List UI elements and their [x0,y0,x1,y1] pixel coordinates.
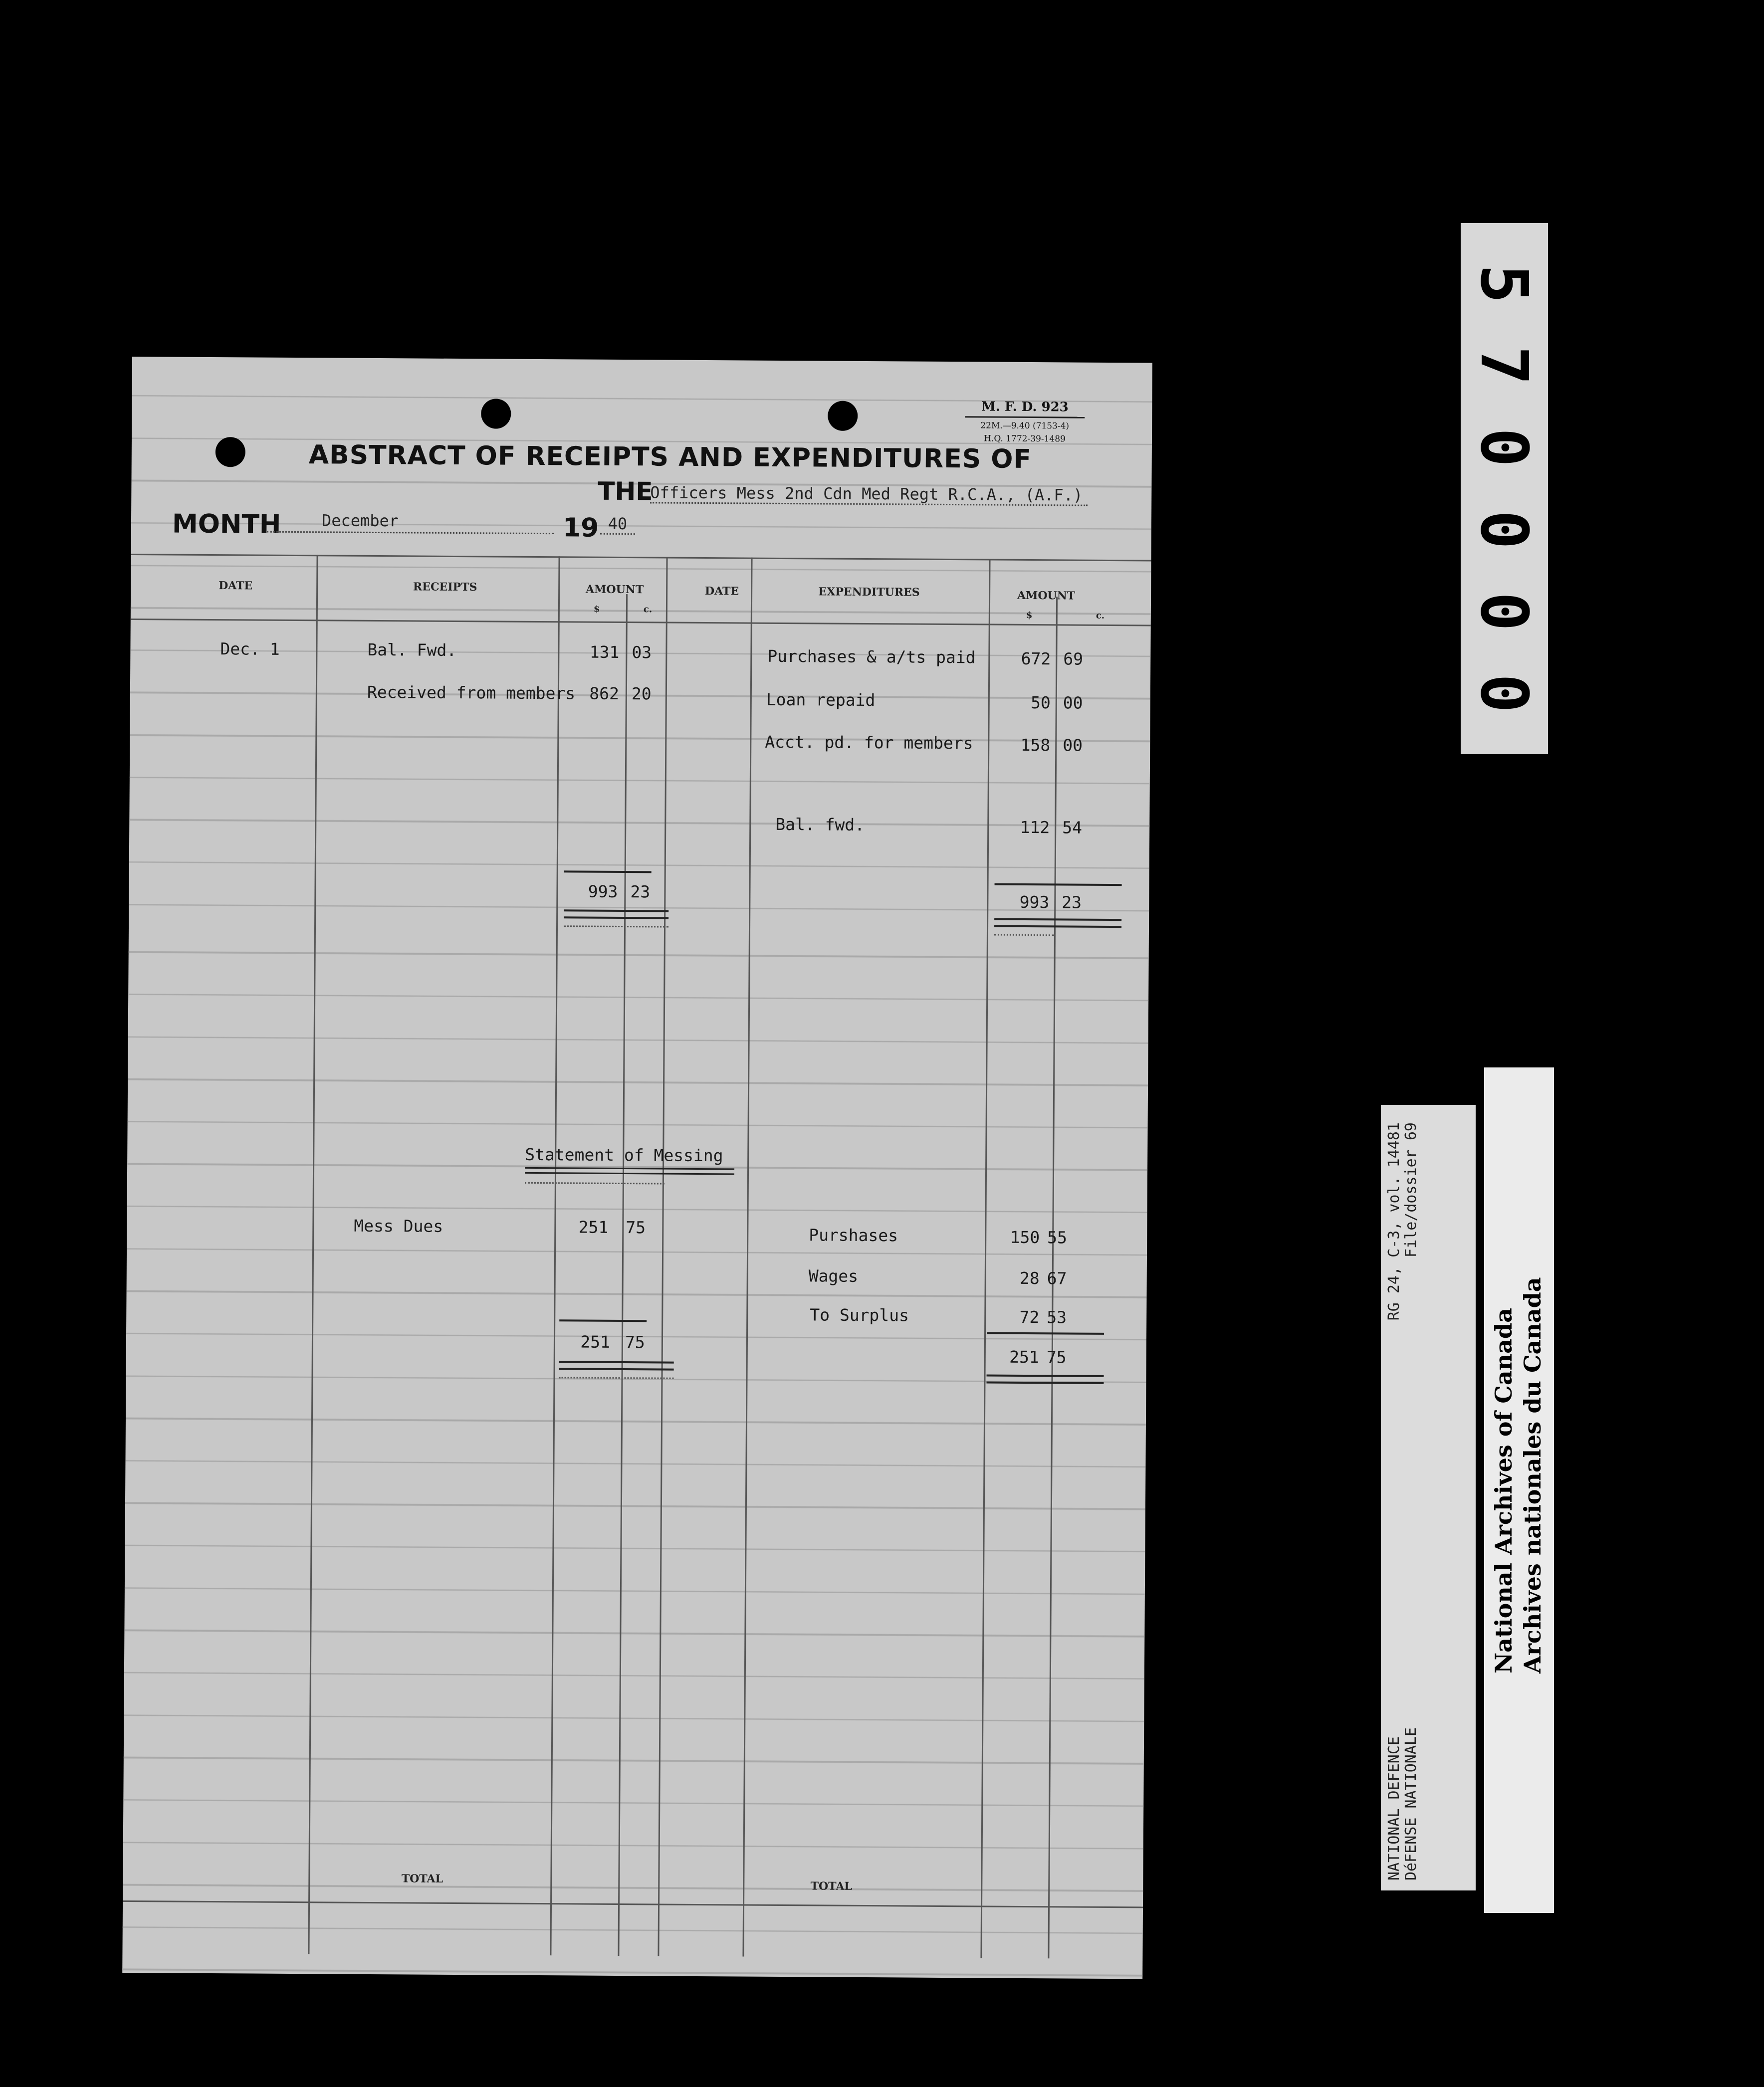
receipt-cents: 20 [631,684,652,704]
dotted-rule [564,925,668,927]
col-rule [550,556,560,1955]
dept-line: NATIONAL DEFENCE [1385,1736,1403,1880]
ref-line: RG 24, C-3, vol. 14481 [1385,1122,1403,1321]
amount-header: AMOUNT [1017,589,1076,603]
total-double-rule [564,909,668,919]
form-title: ABSTRACT OF RECEIPTS AND EXPENDITURES OF [308,440,1032,475]
expenditure-cents: 69 [1063,649,1084,669]
total-label: TOTAL [810,1879,852,1893]
amount-header: AMOUNT [585,583,644,597]
expenditure-dollars: 158 [1020,735,1051,755]
col-rule [308,555,318,1954]
expenditure-cents: 54 [1062,818,1083,837]
messing-income-desc: Mess Dues [354,1216,443,1236]
form-reference [965,399,1085,444]
expenditure-cents: 00 [1063,735,1083,755]
messing-expense-cents: 53 [1047,1307,1067,1327]
punch-hole [828,401,858,431]
subtotal-rule [987,1332,1104,1335]
dollar-sign: $ [1026,610,1033,621]
form-sheet [122,357,1152,1979]
month-label: MONTH [172,509,281,540]
year-prefix: 19 [562,513,599,543]
frame-digit: 0 [1466,592,1543,631]
receipt-dollars: 131 [589,642,620,662]
total-double-rule [994,918,1121,928]
expenditure-cents: 00 [1063,693,1083,713]
dollar-sign: $ [593,604,600,615]
archives-en: National Archives of Canada [1490,1308,1517,1673]
frame-number-strip [1461,223,1548,754]
expenditure-dollars: 50 [1030,693,1051,713]
messing-expense-cents: 67 [1047,1268,1067,1288]
print-line: 22M.—9.40 (7153-4) [980,420,1070,431]
receipts-header: RECEIPTS [413,580,477,594]
expenditure-desc: Acct. pd. for members [765,732,973,753]
dotted-rule [559,1377,674,1379]
expenditures-total-cents: 23 [1062,892,1082,912]
receipt-date: Dec. 1 [220,639,280,659]
dept-line: DéFENSE NATIONALE [1402,1727,1420,1880]
archive-reference-label [1381,1105,1476,1890]
dotted-rule [994,934,1054,936]
col-rule [618,594,628,1956]
form-code: M. F. D. 923 [965,399,1085,418]
total-rule [123,1900,1143,1908]
archives-fr: Archives nationales du Canada [1519,1277,1546,1673]
receipt-dollars: 862 [589,683,620,703]
receipt-desc: Received from members [367,682,576,703]
total-double-rule [986,1374,1103,1384]
frame-digit: 0 [1466,673,1543,713]
expenditure-dollars: 672 [1021,648,1051,669]
messing-heading: Statement of Messing [525,1144,723,1166]
punch-hole [481,399,511,428]
total-label: TOTAL [401,1872,443,1885]
date-header: DATE [705,585,739,598]
expenditures-header: EXPENDITURES [818,585,920,599]
cents-sign: c. [1096,610,1105,621]
messing-expense-cents: 55 [1047,1228,1068,1248]
messing-income-total-cents: 75 [625,1332,645,1352]
messing-expense-desc: To Surplus [810,1305,909,1325]
receipt-desc: Bal. Fwd. [367,639,457,660]
expenditure-desc: Loan repaid [766,689,876,710]
cents-sign: c. [643,604,653,615]
messing-income-cents: 75 [626,1218,646,1238]
messing-expense-total-cents: 75 [1046,1347,1067,1367]
receipt-cents: 03 [632,642,652,662]
date-header: DATE [219,579,253,593]
expenditures-total-dollars: 993 [1019,892,1050,912]
receipts-total-cents: 23 [630,882,651,902]
year-suffix: 40 [600,514,635,535]
messing-expense-dollars: 150 [1010,1227,1040,1248]
receipts-total-dollars: 993 [588,881,618,901]
messing-expense-total-dollars: 251 [1009,1347,1039,1367]
archives-label [1484,1067,1554,1913]
table-top-rule [131,554,1151,561]
subtotal-rule [564,870,652,873]
heading-underline [525,1167,734,1175]
punch-hole [216,437,245,467]
month-value: December [267,511,554,535]
frame-digit: 0 [1466,510,1543,549]
the-label: THE [598,476,653,506]
print-line: H.Q. 1772-39-1489 [984,433,1066,444]
col-rule [658,557,667,1956]
frame-digit: 0 [1466,428,1543,467]
messing-expense-desc: Wages [808,1266,859,1286]
expenditure-dollars: 112 [1020,817,1050,837]
messing-income-dollars: 251 [578,1217,609,1237]
dotted-rule [525,1182,664,1185]
frame-digit: 5 [1466,264,1543,304]
unit-name: Officers Mess 2nd Cdn Med Regt R.C.A., (A.F.) [650,483,1088,506]
subtotal-rule [995,883,1122,886]
messing-expense-dollars: 28 [1019,1268,1040,1288]
header-rule [131,619,1151,626]
frame-digit: 7 [1466,346,1543,386]
messing-expense-desc: Purshases [809,1225,898,1246]
total-double-rule [559,1361,674,1370]
ref-line: File/dossier 69 [1402,1122,1420,1257]
messing-expense-dollars: 72 [1019,1307,1040,1327]
messing-income-total-dollars: 251 [580,1332,611,1352]
col-rule [980,559,990,1958]
expenditure-desc: Bal. fwd. [775,814,865,835]
expenditure-desc: Purchases & a/ts paid [767,646,976,667]
subtotal-rule [559,1319,647,1322]
col-rule [742,558,752,1957]
